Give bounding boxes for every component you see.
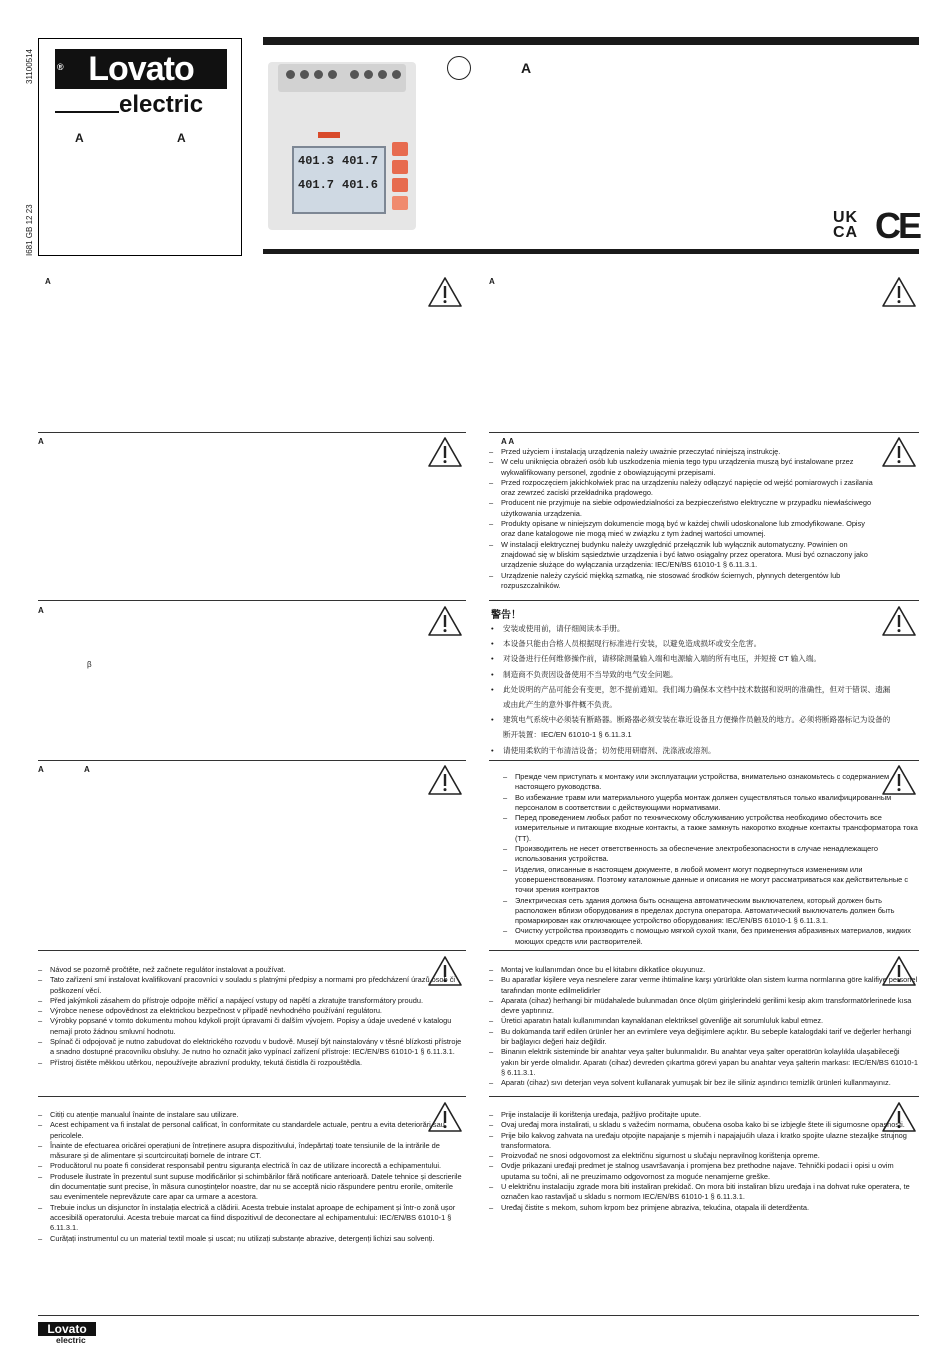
list-item: – Přístroj čistěte měkkou utěrkou, nepoužívejte abrazivní produkty, tekutá čistidla či rozpouštědla.	[38, 1058, 463, 1068]
list-item: – Výrobky popsané v tomto dokumentu mohou kdykoli projít úpravami či dalším vývojem. Popisy a údaje uvedené v katalogu nemají proto žádnou smluvní hodnotu.	[38, 1016, 463, 1037]
device-label	[318, 132, 340, 138]
list-item: – Spínač či odpojovač je nutno zabudovat do elektrického rozvodu v budově. Musejí být nainstalovány v těsné blízkosti přístroje a snadno dostupné pracovníku obsluhy. Je nutno ho označit jako vypínací zařízení přístroje: IEC/EN/BS 61010-1 § 6.11.3.1.	[38, 1037, 463, 1058]
beta-mark: β	[87, 660, 92, 669]
list-item: – Trebuie inclus un disjunctor în instalația electrică a clădirii. Acesta trebuie instalat aproape de echipament și într-o zonă ușor accesibilă operatorului. Acesta trebuie marcat ca fiind dispozitivul de deconectare al echipamentului: IEC/EN/BS 61010-1 § 6.11.3.1.	[38, 1203, 463, 1234]
divider	[38, 950, 466, 951]
divider	[38, 760, 466, 761]
list-item: – W celu uniknięcia obrażeń osób lub uszkodzenia mienia tego typu urządzenia muszą być instalowane przez wykwalifikowany personel, zgodnie z obowiązującymi przepisami.	[489, 457, 874, 478]
warning-icon	[427, 605, 463, 637]
list-item: – Производитель не несет ответственность за обеспечение электробезопасности в случае ненадлежащего использования устройства.	[503, 844, 919, 865]
divider	[38, 432, 466, 433]
logo-box	[38, 38, 242, 256]
list-item: – U električnu instalaciju zgrade mora biti instaliran prekidač. On mora biti instaliran blizu uređaja i na dohvat ruke operatera, te označen kao rastavljač u skladu s normom IEC/EN/BS 61010-1 § 6.11.3.1.	[489, 1182, 919, 1203]
section-1-header: A	[45, 277, 51, 286]
list-item: – Prije instalacije ili korištenja uređaja, pažljivo pročitajte upute.	[489, 1110, 919, 1120]
list-item: – Prije bilo kakvog zahvata na uređaju otpojite napajanje s mjernih i napajajućih ulaza i kratko spojite ulazne stezaljke strujnog transformatora.	[489, 1131, 919, 1152]
registered-mark: ®	[57, 62, 63, 72]
document-code: 31100514	[25, 49, 34, 84]
list-item: • 请使用柔软的干布清洁设备；切勿使用研磨剂、洗涤液或溶剂。	[491, 743, 891, 758]
divider	[38, 1096, 466, 1097]
list-item: – Ovdje prikazani uređaji predmet je stalnog usavršavanja i promjena bez prethodne najave. Tehnički podaci i opisi u ovim uputama su točni, ali ne preuzimamo odgovornost za moguće nenamjerne greške.	[489, 1161, 919, 1182]
section-3-header: A	[38, 437, 44, 446]
list-item: – Прежде чем приступать к монтажу или эксплуатации устройства, внимательно ознакомьтесь с содержанием настоящего руководства.	[503, 772, 919, 793]
list-item: – Citiți cu atenție manualul înainte de instalare sau utilizare.	[38, 1110, 463, 1120]
device-button-4	[392, 196, 408, 210]
list-item: – Produkty opisane w niniejszym dokumencie mogą być w każdej chwili udoskonalone lub zmodyfikowane. Opisy oraz dane katalogowe nie mogą mieć w związku z tym żadnej wartości umownej.	[489, 519, 874, 540]
list-item: – Во избежание травм или материального ущерба монтаж должен существляться только квалифицированным персоналом в соответствии с действующими нормативами.	[503, 793, 919, 814]
reading-3: 401.7	[298, 178, 335, 192]
warning-icon	[427, 276, 463, 308]
hr-warning-list	[489, 1110, 919, 1213]
list-item: – Tato zařízení smí instalovat kvalifikovaní pracovníci v souladu s platnými předpisy a normami pro předcházení úrazů osob či poškození věcí.	[38, 975, 463, 996]
device-button-2	[392, 160, 408, 174]
list-item: – Üretici aparatın hatalı kullanımından kaynaklanan elektriksel güvenliğe ait sorumluluk kabul etmez.	[489, 1016, 919, 1026]
warning-icon	[427, 764, 463, 796]
divider	[489, 950, 919, 951]
list-item: – Návod se pozorně pročtěte, než začnete regulátor instalovat a používat.	[38, 965, 463, 975]
list-item: – Urządzenie należy czyścić miękką szmatką, nie stosować środków ściernych, płynnych detergentów lub rozpuszczalników.	[489, 571, 874, 592]
footer-brand-sub: electric	[56, 1335, 86, 1345]
tr-warning-list	[489, 965, 919, 1089]
title-mark-2: A	[177, 131, 186, 145]
list-item: • 对设备进行任何维修操作前，请移除测量输入端和电源输入端的所有电压，并短接 CT 输入端。	[491, 651, 891, 666]
list-item: – Электрическая сеть здания должна быть оснащена автоматическим выключателем, который должен быть расположен вблизи оборудования в пределах доступа оператора. Автоматический выключатель должен быть промаркирован как отключающее устройство оборудования: IEC/EN/BS 61010-1 § 6.11.3.1.	[503, 896, 919, 927]
top-mark: A	[521, 60, 532, 76]
warning-icon	[881, 276, 917, 308]
list-item: – Produsele ilustrate în prezentul sunt supuse modificărilor și schimbărilor fără notificare anterioară. Datele tehnice și descrierile din documentație sunt precise, în măsura cunoștințelor noastre, dar nu se acceptă nicio răspundere pentru erorile, omiterile sau evenimentele neprevăzute care apar ca urmare a acestora.	[38, 1172, 463, 1203]
list-item: – Aparata (cihaz) herhangi bir müdahalede bulunmadan önce ölçüm girişlerindeki gerilimi kesip akım transformatörlerinede kısa devre yaptırınız.	[489, 996, 919, 1017]
brand-name: Lovato	[88, 50, 194, 88]
list-item: – Aparatı (cihaz) sıvı deterjan veya solvent kullanarak yumuşak bir bez ile siliniz aşındırıcı temizlik ürünleri kullanmayınız.	[489, 1078, 919, 1088]
title-mark-1: A	[75, 131, 84, 145]
cz-warning-list	[38, 965, 463, 1068]
pl-header: A A	[501, 437, 515, 446]
list-item: – Curățați instrumentul cu un material textil moale și uscat; nu utilizați substanțe abrazive, detergenți lichizi sau solvenți.	[38, 1234, 463, 1244]
list-item: – Výrobce nenese odpovědnost za elektrickou bezpečnost v případě nevhodného používání regulátoru.	[38, 1006, 463, 1016]
reading-2: 401.7	[342, 154, 379, 168]
footer-brand: Lovato	[38, 1322, 96, 1336]
ro-warning-list	[38, 1110, 463, 1244]
list-item: • 制造商不负责因设备使用不当导致的电气安全问题。	[491, 667, 891, 682]
circle-mark	[447, 56, 471, 80]
section-2-header: A	[489, 277, 495, 286]
divider	[489, 760, 919, 761]
ukca-mark: UK CA	[833, 209, 859, 241]
list-item: • 安装或使用前，请仔细阅读本手册。	[491, 621, 891, 636]
list-item: • 本设备只能由合格人员根据现行标准进行安装，以避免造成损坏或安全危害。	[491, 636, 891, 651]
divider	[489, 1096, 919, 1097]
section-5-header-2: A	[84, 765, 90, 774]
zh-warning-list	[491, 621, 891, 758]
list-item: – Очистку устройства производить с помощью мягкой сухой ткани, без применения абразивных материалов, жидких моющих средств или растворителей.	[503, 926, 919, 947]
list-item: • 此处说明的产品可能会有变更，恕不提前通知。我们竭力确保本文档中技术数据和说明的准确性，但对于错误、遗漏或由此产生的意外事件概不负责。	[491, 682, 891, 712]
divider	[38, 600, 466, 601]
device-image	[268, 62, 416, 230]
reading-4: 401.6	[342, 178, 379, 192]
list-item: – Przed użyciem i instalacją urządzenia należy uważnie przeczytać niniejszą instrukcję.	[489, 447, 874, 457]
device-button-1	[392, 142, 408, 156]
list-item: – Binanın elektrik sisteminde bir anahtar veya şalter bulunmalıdır. Bu anahtar veya şalter operatörün kolaylıkla ulaşabileceği yakın bir yerde olmalıdır. Aparatı (cihaz) devreden çıkartma görevi yapan bu anahtar veya şalterin markası: IEC/EN/BS 61010-1 § 6.11.3.1.	[489, 1047, 919, 1078]
ru-warning-list	[503, 772, 919, 947]
list-item: – Před jakýmkoli zásahem do přístroje odpojte měřicí a napájecí vstupy od napětí a zkratujte transformátory proudu.	[38, 996, 463, 1006]
header-bar	[263, 37, 919, 45]
list-item: – Изделия, описанные в настоящем документе, в любой момент могут подвергнуться изменениям или усовершенствованиям. Поэтому каталожные данные и описания не могут рассматриваться как действительные с точки зрения контрактов	[503, 865, 919, 896]
list-item: – Перед проведением любых работ по техническому обслуживанию устройства необходимо обесточить все измерительные и питающие входные контакты, а также замкнуть накоротко входные контакты трансформатора тока (ТТ).	[503, 813, 919, 844]
list-item: – Proizvođač ne snosi odgovornost za električnu sigurnost u slučaju nepravilnog korištenja opreme.	[489, 1151, 919, 1161]
list-item: – Montaj ve kullanımdan önce bu el kitabını dikkatlice okuyunuz.	[489, 965, 919, 975]
terminal-block	[278, 64, 406, 92]
brand-sub: electric	[119, 91, 204, 118]
zh-header: 警告！	[491, 610, 521, 621]
list-item: • 建筑电气系统中必须装有断路器。断路器必须安装在靠近设备且方便操作员触及的地方。必须将断路器标记为设备的断开装置：IEC/EN 61010-1 § 6.11.3.1	[491, 712, 891, 742]
divider	[489, 432, 919, 433]
list-item: – Înainte de efectuarea oricărei operațiuni de întreținere asupra dispozitivului, îndepărtați toate tensiunile de la intrările de măsurare și de alimentare și scurtcircuitați bornele de intrare CT.	[38, 1141, 463, 1162]
brand-logo	[55, 49, 227, 89]
list-item: – Acest echipament va fi instalat de personal calificat, în conformitate cu standardele actuale, pentru a evita deteriorări sau pericolele.	[38, 1120, 463, 1141]
list-item: – Ovaj uređaj mora instalirati, u skladu s važećim normama, obučena osoba kako bi se izbjegle štete ili sigurnosne opasnosti.	[489, 1120, 919, 1130]
divider	[489, 600, 919, 601]
reading-1: 401.3	[298, 154, 335, 168]
list-item: – W instalacji elektrycznej budynku należy uwzględnić przełącznik lub wyłącznik automatyczny. Powinien on znajdować się w bliskim sąsiedztwie urządzenia i być łatwo osiągalny przez operatora. Musi być oznaczony jako urządzenie służące do wyłączania urządzenia: IEC/EN/BS 61010-1 § 6.11.3.1.	[489, 540, 874, 571]
warning-icon	[427, 436, 463, 468]
list-item: – Bu aparatlar kişilere veya nesnelere zarar verme ihtimaline karşı yürürlükte olan sistem kurma normlarına göre kalifiye personel tarafından monte edilmelidirler	[489, 975, 919, 996]
section-5-header: A	[38, 765, 44, 774]
pl-warning-list	[489, 447, 874, 591]
header-bottom-bar	[263, 249, 919, 254]
list-item: – Producent nie przyjmuje na siebie odpowiedzialności za bezpieczeństwo elektryczne w przypadku niewłaściwego użytkowania urządzenia.	[489, 498, 874, 519]
footer-logo	[38, 1322, 96, 1348]
warning-icon	[881, 436, 917, 468]
list-item: – Bu dokümanda tarif edilen ürünler her an evrimlere veya değişimlere açıktır. Bu sebeple katalogdaki tarif ve değerler herhangi bir bağlayıcı değeri haiz değildir.	[489, 1027, 919, 1048]
revision-code: I681 GB 12 23	[25, 204, 34, 256]
ce-mark: CE	[875, 205, 920, 246]
list-item: – Przed rozpoczęciem jakichkolwiek prac na urządzeniu należy odłączyć napięcie od wejść pomiarowych i zasilania oraz zewrzeć zaciski przekładnika prądowego.	[489, 478, 874, 499]
device-display	[292, 146, 386, 214]
logo-underline	[55, 111, 119, 113]
list-item: – Producătorul nu poate fi considerat responsabil pentru siguranța electrică în caz de utilizare incorectă a echipamentului.	[38, 1161, 463, 1171]
list-item: – Uređaj čistite s mekom, suhom krpom bez primjene abraziva, tekućina, otapala ili deterdženta.	[489, 1203, 919, 1213]
section-4-header: A	[38, 606, 44, 615]
device-button-3	[392, 178, 408, 192]
footer-divider	[38, 1315, 919, 1316]
